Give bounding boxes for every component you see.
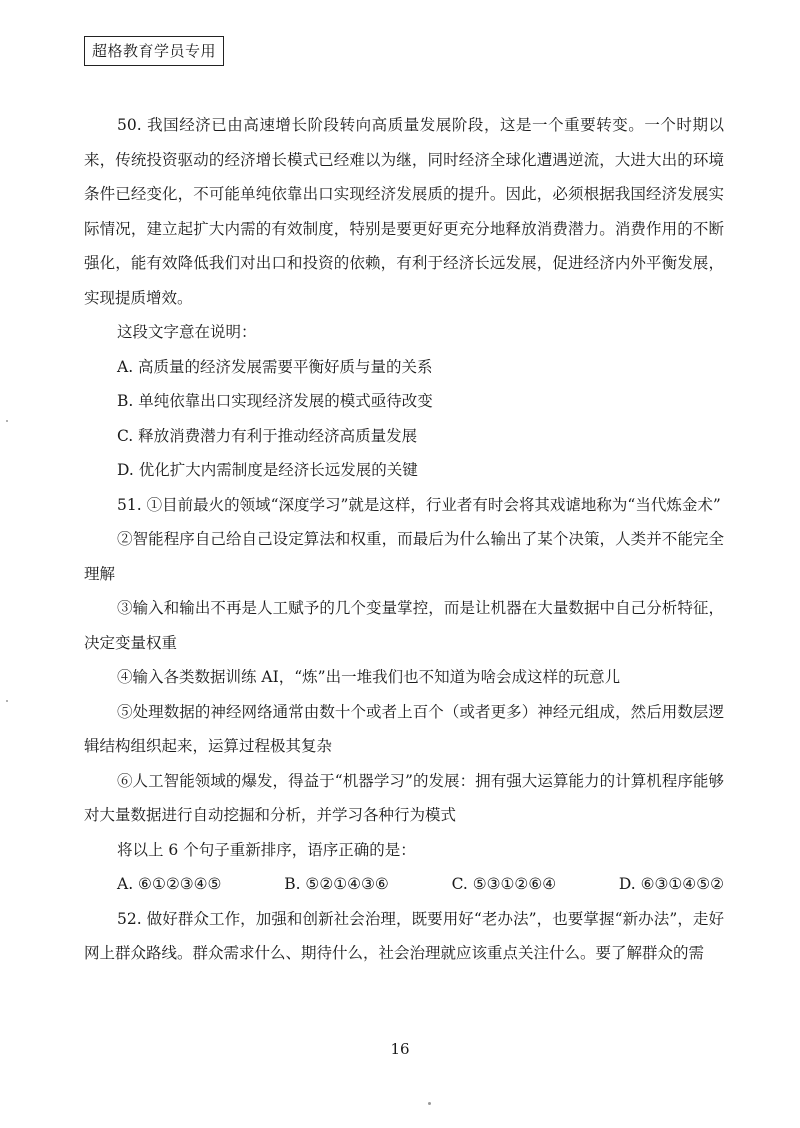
question-51-sentence-5: ⑤处理数据的神经网络通常由数十个或者上百个（或者更多）神经元组成，然后用数层逻辑结构组织起来，运算过程极其复杂: [84, 702, 724, 755]
page-content: [84, 108, 724, 971]
scan-speck: [6, 700, 8, 702]
question-52-stem: 52. 做好群众工作，加强和创新社会治理，既要用好“老办法”，也要掌握“新办法”，走好网上群众路线。群众需求什么、期待什么，社会治理就应该重点关注什么。要了解群众的需: [84, 909, 724, 962]
question-50-option-d: D. 优化扩大内需制度是经济长远发展的关键: [117, 461, 418, 479]
question-51-option-a: A. ⑥①②③④⑤: [117, 875, 222, 893]
page-number: 16: [390, 1040, 410, 1058]
question-51-option-d: D. ⑥③①④⑤②: [618, 875, 724, 893]
scan-speck: [6, 420, 8, 422]
question-51-options: [84, 867, 724, 902]
question-51-sentence-1: 51. ①目前最火的领域“深度学习”就是这样，行业者有时会将其戏谑地称为“当代炼金术”: [117, 495, 721, 514]
question-50-stem: 50. 我国经济已由高速增长阶段转向高质量发展阶段，这是一个重要转变。一个时期以来，传统投资驱动的经济增长模式已经难以为继，同时经济全球化遭遇逆流，大进大出的环境条件已经变化，不可能单纯依靠出口实现经济发展质的提升。因此，必须根据我国经济发展实际情况，建立起扩大内需的有效制度，特别是要更好更充分地释放消费潜力。消费作用的不断强化，能有效降低我们对出口和投资的依赖，有利于经济长远发展，促进经济内外平衡发展，实现提质增效。: [84, 116, 724, 307]
question-50-option-c: C. 释放消费潜力有利于推动经济高质量发展: [117, 426, 418, 445]
question-51-sentence-4: ④输入各类数据训练 AI，“炼”出一堆我们也不知道为啥会成这样的玩意儿: [117, 668, 621, 686]
question-50-option-a: A. 高质量的经济发展需要平衡好质与量的关系: [117, 357, 433, 376]
question-51-option-c: C. ⑤③①②⑥④: [451, 875, 557, 893]
header-label: 超格教育学员专用: [84, 36, 224, 66]
question-51-prompt: 将以上 6 个句子重新排序，语序正确的是：: [117, 840, 416, 859]
question-51-sentence-6: ⑥人工智能领域的爆发，得益于“机器学习”的发展：拥有强大运算能力的计算机程序能够对大量数据进行自动挖掘和分析，并学习各种行为模式: [84, 771, 724, 824]
question-51-option-b: B. ⑤②①④③⑥: [284, 875, 389, 893]
scan-speck: [428, 1102, 431, 1105]
question-50-option-b: B. 单纯依靠出口实现经济发展的模式亟待改变: [117, 392, 433, 410]
question-50-prompt: 这段文字意在说明：: [117, 323, 257, 341]
question-51-sentence-3: ③输入和输出不再是人工赋予的几个变量掌控，而是让机器在大量数据中自己分析特征，决定变量权重: [84, 599, 724, 652]
question-51-sentence-2: ②智能程序自己给自己设定算法和权重，而最后为什么输出了某个决策，人类并不能完全理解: [84, 530, 724, 583]
